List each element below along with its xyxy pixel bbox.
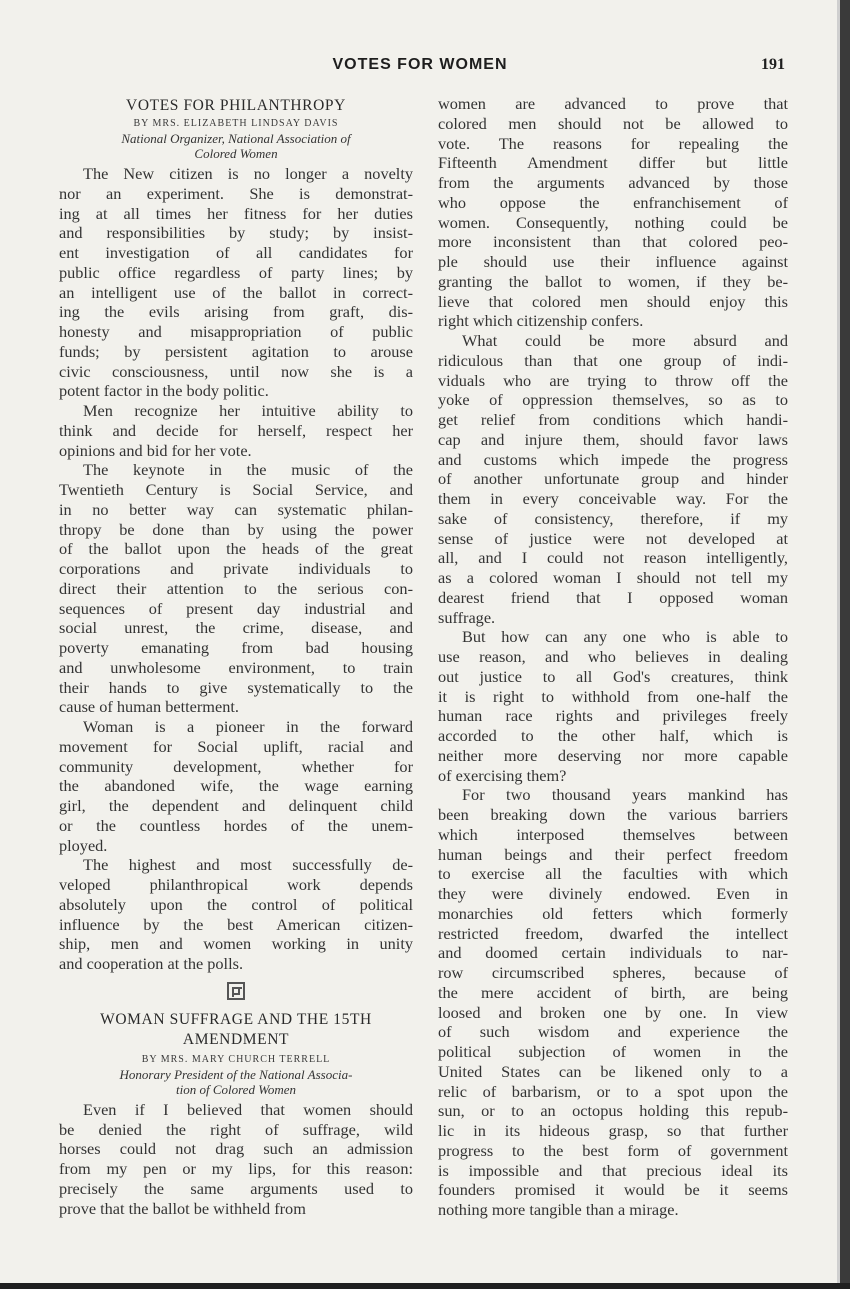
article1-body — [59, 164, 413, 974]
text-line: progress to the best form of government — [438, 1140, 788, 1160]
article2-body-right — [438, 94, 788, 1220]
text-line: ple should use their influence against — [438, 252, 788, 271]
text-line: ployed. — [59, 835, 108, 855]
text-line: Men recognize her intuitive ability to — [83, 401, 413, 420]
text-line: potent factor in the body politic. — [59, 381, 269, 401]
text-line: honesty and misappropriation of public — [59, 322, 413, 341]
text-line: they were divinely endowed. Even in — [438, 884, 788, 903]
text-line: But how can any one who is able to — [462, 627, 788, 647]
article2-affiliation — [59, 1067, 413, 1097]
text-line: an intelligent use of the ballot in correct- — [59, 282, 413, 302]
article1-byline: BY MRS. ELIZABETH LINDSAY DAVIS — [133, 118, 339, 129]
article2-title-line: WOMAN SUFFRAGE AND THE 15TH — [100, 1010, 372, 1028]
text-line: and unwholesome environment, to train — [59, 657, 413, 677]
paragraph — [59, 401, 413, 460]
text-line: ridiculous than that one group of indi- — [438, 350, 788, 370]
text-line: of such wisdom and experience the — [438, 1022, 788, 1042]
text-line: row circumscribed spheres, because of — [438, 963, 788, 982]
text-line: lic in its hideous grasp, so that further — [438, 1121, 788, 1140]
text-line: of another unfortunate group and hinder — [438, 469, 788, 489]
paragraph — [438, 627, 788, 785]
text-line: think and decide for herself, respect her — [59, 420, 413, 440]
text-line: opinions and bid for her vote. — [59, 440, 252, 460]
left-column — [59, 94, 413, 1218]
paragraph — [59, 1100, 413, 1219]
text-line: yoke of oppression themselves, so as to — [438, 390, 788, 410]
article2-body-left — [59, 1100, 413, 1219]
text-line: public office regardless of party lines; by — [59, 262, 413, 282]
text-line: vote. The reasons for repealing the — [438, 133, 788, 153]
page-number: 191 — [761, 56, 785, 73]
text-line: sequences of present day industrial and — [59, 598, 413, 618]
text-line: The New citizen is no longer a novelty — [83, 164, 413, 183]
text-line: funds; by persistent agitation to arouse — [59, 341, 413, 361]
section-ornament — [59, 982, 413, 1006]
text-line: relic of barbarism, or to a spot upon the — [438, 1081, 788, 1101]
text-line: women are advanced to prove that — [438, 94, 788, 113]
text-line: right which citizenship confers. — [438, 311, 644, 331]
text-line: who oppose the enfranchisement of — [438, 192, 788, 212]
text-line: of the ballot upon the heads of the great — [59, 539, 413, 559]
text-line: United States can be likened only to a — [438, 1061, 788, 1081]
text-line: use reason, and who believes in dealing — [438, 647, 788, 666]
text-line: For two thousand years mankind has — [462, 785, 788, 805]
text-line: What could be more absurd and — [462, 331, 788, 350]
text-line: founders promised it would be it seems — [438, 1180, 788, 1200]
text-line: community development, whether for — [59, 756, 413, 776]
text-line: and responsibilities by study; by insist- — [59, 223, 413, 243]
text-line: granting the ballot to women, if they be- — [438, 271, 788, 291]
text-line: social unrest, the crime, disease, and — [59, 618, 413, 638]
text-line: from my pen or my lips, for this reason: — [59, 1159, 413, 1178]
running-title: VOTES FOR WOMEN — [332, 56, 508, 73]
text-line: more inconsistent than that colored peo- — [438, 232, 788, 252]
article2-affiliation-line: Honorary President of the National Associa- — [119, 1066, 353, 1082]
text-line: accorded to the other half, which is — [438, 726, 788, 745]
text-line: to exercise all the faculties with which — [438, 864, 788, 884]
text-line: is impossible and that precious ideal its — [438, 1160, 788, 1180]
text-line: sense of justice were not developed at — [438, 528, 788, 548]
text-line: absolutely upon the control of political — [59, 894, 413, 914]
text-line: them in every conceivable way. For the — [438, 489, 788, 508]
text-line: monarchies old fetters which formerly — [438, 903, 788, 923]
text-line: dearest friend that I opposed woman — [438, 587, 788, 607]
text-line: of exercising them? — [438, 765, 567, 785]
text-line: corporations and private individuals to — [59, 559, 413, 578]
paragraph — [438, 785, 788, 1220]
text-line: Even if I believed that women should — [83, 1099, 413, 1119]
paragraph — [438, 331, 788, 627]
text-line: and cooperation at the polls. — [59, 954, 244, 973]
article2-byline: BY MRS. MARY CHURCH TERRELL — [141, 1053, 331, 1065]
text-line: horses could not drag such an admission — [59, 1139, 413, 1159]
text-line: political subjection of women in the — [438, 1042, 788, 1061]
text-line: from the arguments advanced by those — [438, 173, 788, 192]
text-line: the mere accident of birth, are being — [438, 982, 788, 1002]
article2-title — [59, 1010, 413, 1050]
text-line: precisely the same arguments used to — [59, 1178, 413, 1198]
text-line: restricted freedom, dwarfed the intellect — [438, 923, 788, 943]
article1-affiliation-line: Colored Women — [194, 146, 278, 161]
paragraph — [59, 164, 413, 401]
text-line: cause of human betterment. — [59, 697, 239, 717]
text-line: or the countless hordes of the unem- — [59, 815, 413, 835]
text-line: cap and injure them, should favor laws — [438, 429, 788, 449]
text-line: their hands to give systematically to the — [59, 677, 413, 697]
text-line: thropy be done than by using the power — [59, 519, 413, 539]
text-line: human beings and their perfect freedom — [438, 844, 788, 864]
text-line: direct their attention to the serious con- — [59, 578, 413, 598]
text-line: nor an experiment. She is demonstrat- — [59, 183, 413, 203]
text-line: in no better way can systematic philan- — [59, 499, 413, 519]
article2-affiliation-line: tion of Colored Women — [175, 1081, 296, 1097]
text-line: all, and I could not reason intelligently, — [438, 548, 788, 568]
paragraph — [438, 94, 788, 331]
text-line: suffrage. — [438, 607, 496, 627]
text-line: Fifteenth Amendment differ but little — [438, 153, 788, 173]
text-line: human race rights and privileges freely — [438, 706, 788, 726]
text-line: girl, the dependent and delinquent child — [59, 796, 413, 815]
article1-affiliation-line: National Organizer, National Association of — [121, 131, 351, 146]
text-line: poverty emanating from bad housing — [59, 638, 413, 657]
text-line: veloped philanthropical work depends — [59, 875, 413, 894]
text-line: movement for Social uplift, racial and — [59, 736, 413, 756]
text-line: loosed and broken one by one. In view — [438, 1002, 788, 1022]
text-line: sake of consistency, therefore, if my — [438, 508, 788, 528]
text-line: as a colored woman I should not tell my — [438, 568, 788, 587]
text-line: influence by the best American citizen- — [59, 914, 413, 934]
text-line: neither more deserving nor more capable — [438, 745, 788, 765]
text-line: be denied the right of suffrage, wild — [59, 1119, 413, 1139]
article1-affiliation — [59, 131, 413, 161]
text-line: ent investigation of all candidates for — [59, 243, 413, 262]
text-line: it is right to withhold from one-half the — [438, 686, 788, 706]
paragraph — [59, 460, 413, 717]
text-line: been breaking down the various barriers — [438, 805, 788, 824]
text-line: nothing more tangible than a mirage. — [438, 1200, 679, 1219]
text-line: ing the evils arising from graft, dis- — [59, 302, 413, 322]
text-line: ing at all times her fitness for her duties — [59, 203, 413, 223]
text-line: and doomed certain individuals to nar- — [438, 943, 788, 963]
text-line: and customs which impede the progress — [438, 449, 788, 469]
scan-bottom-edge — [0, 1283, 850, 1289]
text-line: Woman is a pioneer in the forward — [83, 717, 413, 736]
right-column — [438, 94, 788, 1220]
text-line: Twentieth Century is Social Service, and — [59, 480, 413, 499]
article2-title-line: AMENDMENT — [182, 1030, 290, 1048]
text-line: The keynote in the music of the — [83, 460, 413, 480]
text-line: lieve that colored men should enjoy this — [438, 291, 788, 311]
swastika-ornament-icon — [227, 982, 245, 1000]
text-line: colored men should not be allowed to — [438, 113, 788, 133]
text-line: women. Consequently, nothing could be — [438, 212, 788, 232]
text-line: which interposed themselves between — [438, 824, 788, 844]
text-line: out justice to all God's creatures, think — [438, 666, 788, 686]
paragraph — [59, 855, 413, 974]
article1-title: VOTES FOR PHILANTHROPY — [126, 97, 346, 114]
text-line: The highest and most successfully de- — [83, 855, 413, 875]
text-line: viduals who are trying to throw off the — [438, 370, 788, 390]
text-line: prove that the ballot be withheld from — [59, 1198, 306, 1218]
text-line: civic consciousness, until now she is a — [59, 361, 413, 381]
paragraph — [59, 717, 413, 855]
text-line: the abandoned wife, the wage earning — [59, 776, 413, 796]
text-line: ship, men and women working in unity — [59, 934, 413, 954]
text-line: get relief from conditions which handi- — [438, 410, 788, 429]
text-line: sun, or to an octopus holding this repub- — [438, 1101, 788, 1121]
